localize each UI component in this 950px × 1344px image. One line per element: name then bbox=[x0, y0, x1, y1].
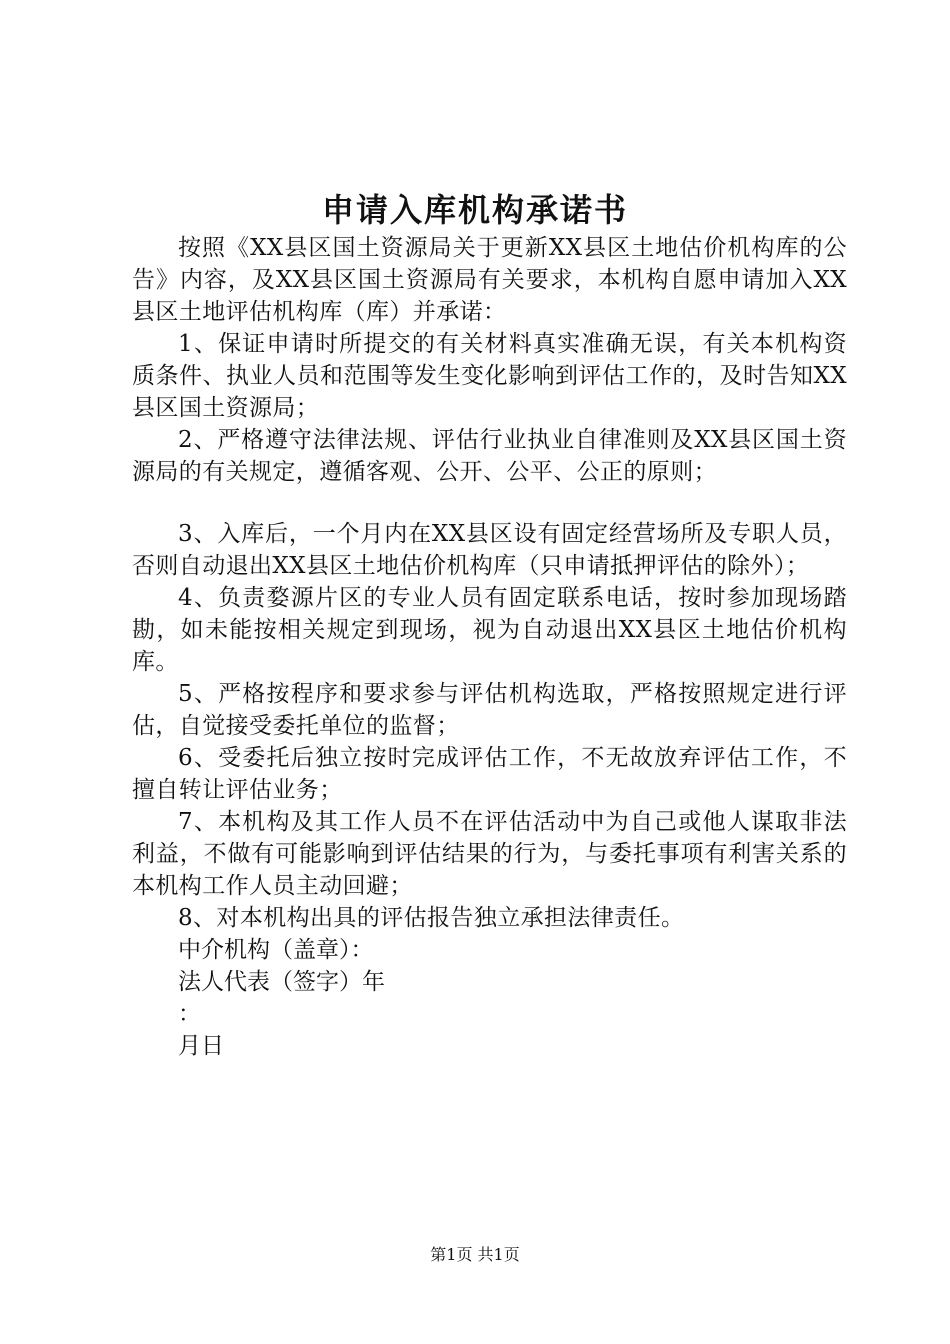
commitment-item-6: 6、受委托后独立按时完成评估工作，不无故放弃评估工作，不擅自转让评估业务； bbox=[132, 745, 847, 803]
commitment-item-7: 7、本机构及其工作人员不在评估活动中为自己或他人谋取非法利益，不做有可能影响到评估结果的行为，与委托事项有利害关系的本机构工作人员主动回避； bbox=[132, 809, 847, 899]
paragraph-gap bbox=[132, 488, 847, 518]
commitment-item-3: 3、入库后，一个月内在XX县区设有固定经营场所及专职人员，否则自动退出XX县区土地估价机构库（只申请抵押评估的除外）； bbox=[132, 521, 847, 579]
signature-colon: ： bbox=[178, 1001, 201, 1027]
representative-signature-line: 法人代表（签字）年 bbox=[178, 969, 385, 995]
intro-paragraph: 按照《XX县区国土资源局关于更新XX县区土地估价机构库的公告》内容，及XX县区国土资源局有关要求，本机构自愿申请加入XX县区土地评估机构库（库）并承诺： bbox=[132, 235, 847, 325]
month-day-line: 月日 bbox=[178, 1033, 224, 1059]
commitment-item-8: 8、对本机构出具的评估报告独立承担法律责任。 bbox=[178, 905, 685, 931]
commitment-item-4: 4、负责婺源片区的专业人员有固定联系电话，按时参加现场踏勘，如未能按相关规定到现场，视为自动退出XX县区土地估价机构库。 bbox=[132, 585, 847, 675]
commitment-item-5: 5、严格按程序和要求参与评估机构选取，严格按照规定进行评估，自觉接受委托单位的监督； bbox=[132, 681, 847, 739]
page-footer: 第1页 共1页 bbox=[430, 1245, 520, 1264]
document-title: 申请入库机构承诺书 bbox=[321, 191, 628, 229]
document-body bbox=[132, 232, 847, 1062]
agency-seal-line: 中介机构（盖章）： bbox=[178, 937, 374, 963]
commitment-item-1: 1、保证申请时所提交的有关材料真实准确无误，有关本机构资质条件、执业人员和范围等发生变化影响到评估工作的，及时告知XX县区国土资源局； bbox=[132, 331, 847, 421]
commitment-item-2: 2、严格遵守法律法规、评估行业执业自律准则及XX县区国土资源局的有关规定，遵循客观、公开、公平、公正的原则； bbox=[132, 427, 847, 485]
